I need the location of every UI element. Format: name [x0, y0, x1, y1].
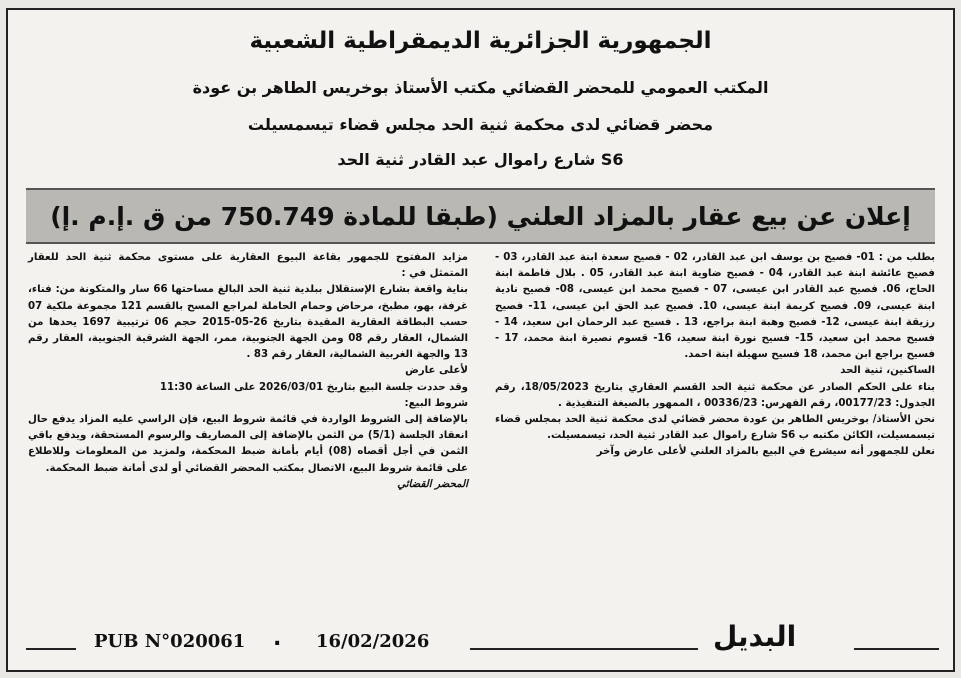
- court-line: محضر قضائي لدى محكمة ثنية الحد مجلس قضاء تيسمسيلت: [247, 115, 714, 134]
- footer-separator: .: [273, 626, 282, 651]
- auction-paragraph: مزايد المفتوح للجمهور بقاعة البيوع العقارية على مستوى محكمة ثنية الحد للعقار المتمثل في :: [28, 252, 468, 280]
- newspaper-name: البديل: [713, 620, 797, 653]
- address-line: S6 شارع راموال عبد القادر ثنية الحد: [337, 150, 624, 169]
- highest-bidder-line: لأعلى عارض: [405, 365, 468, 377]
- publication-date: 16/02/2026: [316, 631, 430, 652]
- republic-title: الجمهورية الجزائرية الديمقراطية الشعبية: [249, 28, 712, 54]
- footer-rule-right: [854, 648, 939, 650]
- office-line: المكتب العمومي للمحضر القضائي مكتب الأستاذ بوخريس الطاهر بن عودة: [192, 78, 769, 97]
- pub-number: PUB N°020061: [94, 631, 246, 652]
- notice-paragraph: نعلن للجمهور أنه سيشرع في البيع بالمزاد العلني لأعلى عارض وآخر: [596, 446, 935, 458]
- session-date-line: وقد حددت جلسة البيع بتاريخ 2026/03/01 على الساعة 11:30: [159, 381, 468, 393]
- left-column: [28, 250, 468, 493]
- bailiff-signature: المحضر القضائي: [397, 478, 468, 490]
- conditions-paragraph: بالإضافة إلى الشروط الواردة في قائمة شروط البيع، فإن الراسي عليه المزاد يدفع حال انعقاد الجلسة (5/1) من الثمن بالإضافة إلى المصاريف والرسوم المستحقة، ويدفع باقي الثمن في أجل أقصاه (08) أيام بأمانة ضبط المحكمة، ولمزيد من المعلومات وللاطلاع على قائمة شروط البيع، الاتصال بمكتب المحضر القضائي أو لدى أمانة ضبط المحكمة.: [28, 414, 468, 474]
- bailiff-paragraph: نحن الأستاذ/ بوخريس الطاهر بن عودة محضر قضائي لدى محكمة ثنية الحد بمجلس قضاء تيسمسيلت، الكائن مكتبه ب S6 شارع راموال عبد القادر ثنية الحد، تيسمسيلت.: [495, 414, 935, 442]
- requesters-paragraph: بطلب من : 01- فصيح بن يوسف ابن عبد القادر، 02 - فصيح سعدة ابنة عبد القادر، 03 - فصيح عائشة ابنة عبد القادر، 04 - فصيح ضاوية ابنة عبد القادر، 05 . بلال فاطمة ابنة الحاج، 06. فصيح عبد القادر ابن عيسى، 07 - فصيح محمد ابن عيسى، 08- فصيح نادية ابنة عيسى، 09. فصيح كريمة ابنة عيسى، 10. فصيح عبد الحق ابن عيسى، 11- فصيح رزيقة ابنة عيسى، 12- فصيح وهبة ابنة براجع، 13 . فسيح عبد الرحمان ابن سعيد، 14 - فسيح محمد ابن سعيد، 15- فسيح نورة ابنة سعيد، 16- قسوم نصيرة ابنة محمد، 17 - فسيح براجع ابن محمد، 18 فسيح سهيلة ابنة احمد.: [495, 252, 936, 361]
- conditions-heading: شروط البيع:: [404, 397, 468, 409]
- footer-rule-left: [26, 648, 76, 650]
- residence-paragraph: الساكنين، ثنية الحد: [840, 365, 935, 377]
- judgment-paragraph: بناء على الحكم الصادر عن محكمة ثنية الحد القسم العقاري بتاريخ 18/05/2023، رقم الجدول: 00177/23، رقم الفهرس: 00336/23 ، الممهور بالصيغة التنفيذية .: [495, 381, 935, 409]
- footer: [8, 618, 953, 664]
- right-column: [495, 250, 935, 461]
- announcement-page: [6, 8, 955, 672]
- footer-rule-middle: [470, 648, 698, 650]
- auction-banner: إعلان عن بيع عقار بالمزاد العلني (طبقا للمادة 750.749 من ق .إ.م .إ): [26, 188, 935, 244]
- property-paragraph: بناية واقعة بشارع الإستقلال ببلدية ثنية الحد البالغ مساحتها 66 سار والمتكونة من: فناء، غرفة، بهو، مطبخ، مرحاض وحمام الحاملة لمراجع المسح بالقسم 121 مجموعة ملكية 07 حسب البطاقة العقارية المقيدة بتاريخ 26-05-2015 حجم 06 ترتيبية 1697 يحدها من الشمال، العقار رقم 08 ومن الجهة الجنوبية، ممر، الجهة الشرقية الجنوبية، العقار رقم 13 والجهة الغربية الشمالية، العقار رقم 83 .: [28, 284, 469, 361]
